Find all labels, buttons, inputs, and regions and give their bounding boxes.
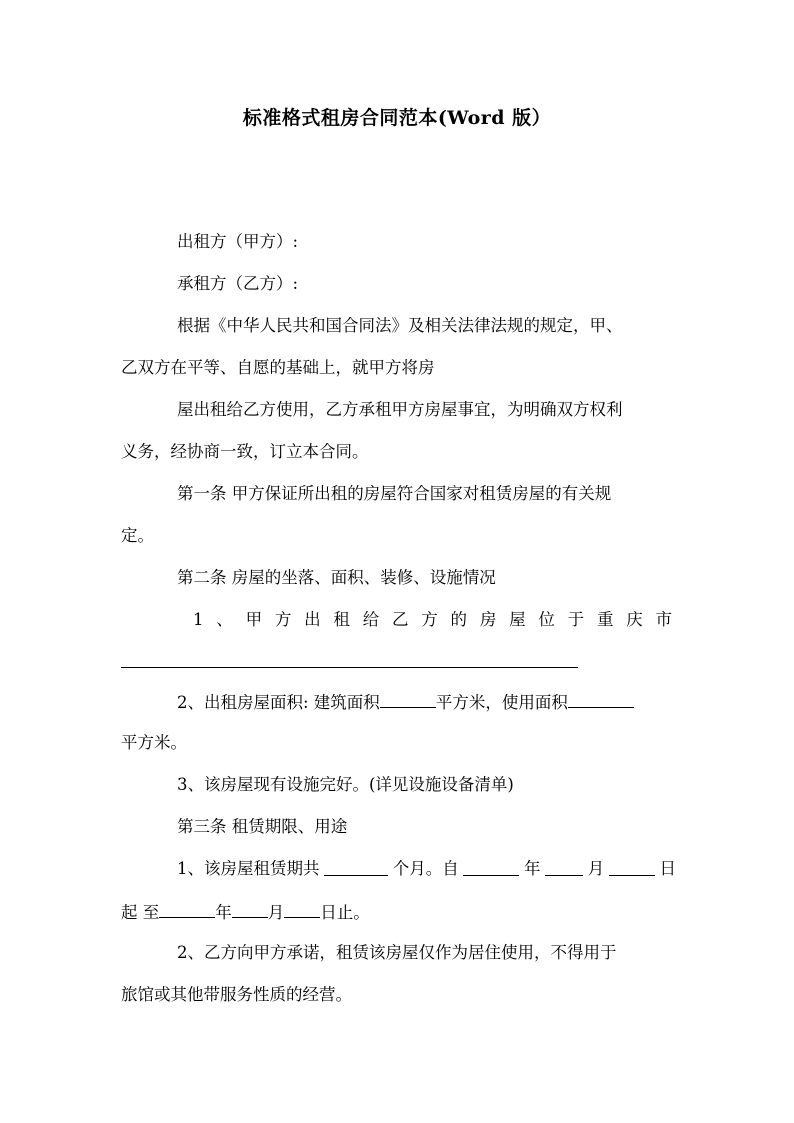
landlord-line: 出租方（甲方）: (177, 232, 299, 251)
document-title: 标准格式租房合同范本(Word 版） (242, 107, 552, 129)
start-month-blank (545, 857, 583, 876)
term-text-a: 1、该房屋租赁期共 (177, 859, 320, 878)
house-location-line (193, 608, 672, 632)
char: 方 (421, 610, 438, 629)
term-month: 月 (587, 859, 605, 878)
preamble-line-4: 义务，经协商一致，订立本合同。 (121, 442, 369, 461)
char: 的 (450, 610, 468, 629)
char: 庆 (626, 610, 643, 629)
facilities-line: 3、该房屋现有设施完好。(详见设施设备清单) (177, 775, 514, 794)
char: 租 (333, 610, 350, 629)
tenant-line: 承租方（乙方）: (177, 274, 299, 293)
article-1-line-1: 第一条 甲方保证所出租的房屋符合国家对租赁房屋的有关规 (177, 484, 612, 503)
end-month: 月 (267, 903, 285, 922)
end-month-blank (232, 899, 268, 918)
preamble-line-3: 屋出租给乙方使用，乙方承租甲方房屋事宜，为明确双方权利 (177, 400, 623, 419)
term-day: 日 (659, 859, 676, 878)
lease-end-line (121, 899, 676, 925)
area-label-building: 2、出租房屋面积: 建筑面积 (177, 693, 380, 712)
preamble-line-2: 乙双方在平等、自愿的基础上，就甲方将房 (121, 358, 435, 377)
char: 屋 (509, 610, 526, 629)
char: 方 (274, 610, 292, 629)
usage-line-1: 2、乙方向甲方承诺，租赁该房屋仅作为居住使用，不得用于 (177, 943, 617, 962)
end-year: 年 (215, 903, 232, 922)
area-line (177, 689, 676, 715)
area-label-usable: 平方米，使用面积 (435, 693, 568, 712)
char: 出 (304, 610, 321, 629)
char: 于 (567, 610, 585, 629)
char: 重 (596, 610, 614, 629)
area-unit-line: 平方米。 (121, 733, 187, 752)
usable-area-blank (568, 689, 634, 708)
article-2-heading: 第二条 房屋的坐落、面积、装修、设施情况 (177, 568, 496, 587)
char: 市 (655, 610, 672, 629)
preamble-line-1: 根据《中华人民共和国合同法》及相关法律法规的规定，甲、 (177, 316, 623, 335)
usage-line-2: 旅馆或其他带服务性质的经营。 (121, 985, 352, 1004)
lease-term-line (177, 857, 676, 881)
char: 乙 (391, 610, 409, 629)
char: 位 (538, 610, 555, 629)
article-1-line-2: 定。 (121, 526, 154, 545)
end-day-blank (284, 899, 320, 918)
article-3-heading: 第三条 租赁期限、用途 (177, 817, 348, 836)
term-year: 年 (524, 859, 541, 878)
end-day: 日止。 (320, 903, 370, 922)
term-text-b: 个月。自 (392, 859, 459, 878)
end-year-blank (159, 899, 215, 918)
start-day-blank (609, 857, 655, 876)
char: 给 (362, 610, 380, 629)
months-blank (324, 857, 388, 876)
char: 甲 (245, 610, 263, 629)
address-blank-line (121, 667, 578, 668)
char: 、 (216, 610, 233, 629)
end-text-a: 起 至 (121, 903, 160, 922)
building-area-blank (380, 689, 436, 708)
char: 房 (479, 610, 497, 629)
char: 1 (193, 610, 204, 629)
start-year-blank (463, 857, 519, 876)
